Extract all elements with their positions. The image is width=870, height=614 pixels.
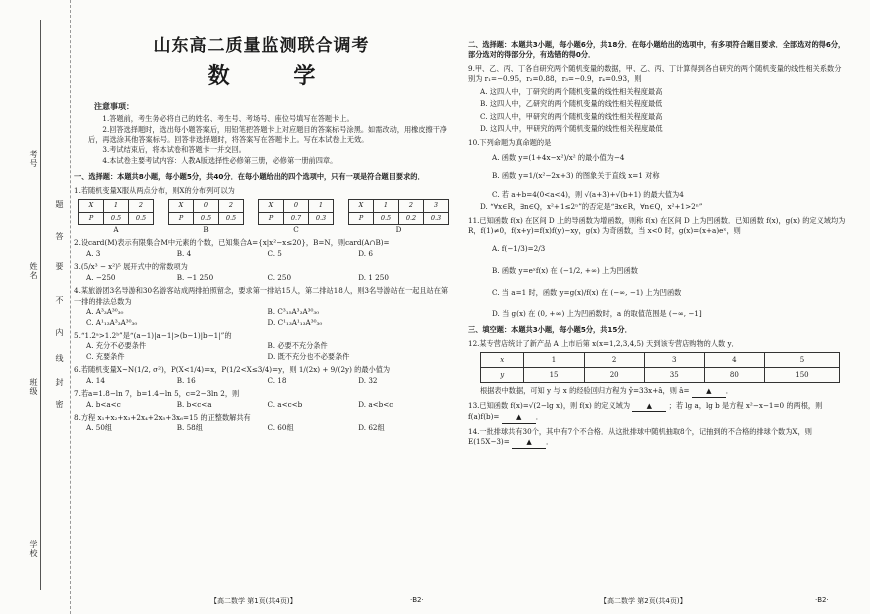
option: B. b<c<a (176, 399, 212, 409)
option: B. 这四人中，乙研究的两个随机变量的线性相关程度最低 (480, 99, 663, 109)
option: B. 函数 y=eˣf(x) 在 (−1/2, +∞) 上为凹函数 (492, 266, 638, 275)
option: B. 16 (176, 375, 196, 385)
q1-option-a (78, 199, 154, 235)
binding-strip (0, 0, 71, 614)
option: A. A³₃A³⁰₃₀ (86, 307, 124, 317)
q12-data-table (480, 352, 840, 383)
label-name: 姓名 (29, 262, 38, 280)
option: D. C¹₁₃A¹₁₃A³⁰₃₀ (267, 317, 323, 327)
seal-char: 不 (55, 296, 64, 305)
notice-heading: 注意事项： (94, 101, 134, 111)
triangle-icon: ▲ (646, 401, 653, 410)
option: A. 14 (86, 375, 105, 385)
option: D. 1 250 (358, 272, 389, 282)
question-10: 10.下列命题为真命题的是 (468, 137, 552, 147)
label-class: 班级 (29, 378, 38, 396)
distribution-table: X 0 1 P 0.7 0.3 (258, 199, 334, 225)
distribution-table: X 0 2 P 0.5 0.5 (168, 199, 244, 225)
question-4: 4.某旅游团3名导游和30名游客站成两排拍照留念，要求第一排站15人，第二排站18人，则3名导游站在一起且站在第一排的排法总数为 (74, 286, 449, 306)
answer-blank (692, 386, 726, 397)
exam-title: 山东高二质量监测联合调考 (153, 36, 370, 56)
option: C. 这四人中，甲研究的两个随机变量的线性相关程度最高 (480, 111, 663, 121)
question-14: 14.一批排球共有30个，其中有7个不合格．从这批排球中随机抽取8个，记抽到的不合格的排球个数为X，则 E(15X−3)= ▲ ． (468, 427, 848, 449)
page-footer-left: 【高二数学 第1页(共4页)】 (210, 597, 297, 605)
option: C. 当 a=1 时，函数 y=g(x)/f(x) 在 (−∞, −1) 上为凹函数 (492, 288, 682, 298)
option: B. 函数 y=1/(x²−2x+3) 的图象关于直线 x=1 对称 (492, 171, 660, 181)
option: A. −250 (86, 272, 116, 282)
option: A. b<a<c (86, 399, 121, 409)
question-6: 6.若随机变量X~N(1/2, σ²)，P(X<1/4)=x，P(1/2<X≤3/4)=y，则 1/(2x) + 9/(2y) 的最小值为 (74, 365, 391, 375)
question-9: 9.甲、乙、丙、丁各自研究两个随机变量的数据，甲、乙、丙、丁计算得到各自研究的两个随机变量的线性相关系数分别为 r₁=−0.95，r₂=0.88，r₃=−0.9，r₄=0.93，则 (468, 63, 842, 84)
seal-char: 要 (55, 262, 64, 271)
q14-text: 14.一批排球共有30个，其中有7个不合格．从这批排球中随机抽取8个，记抽到的不合格的排球个数为X，则 E(15X−3)= (468, 426, 812, 447)
table-cell: 20 (584, 368, 644, 383)
option: B. −1 250 (176, 272, 214, 282)
q8-options (74, 423, 449, 433)
notice-item: 1.答题前，考生务必将自己的姓名、考生号、考场号、座位号填写在答题卡上。 (102, 114, 354, 124)
table-header-cell: x (481, 353, 524, 368)
notice-item: 3.考试结束后，将本试卷和答题卡一并交回。 (102, 145, 246, 155)
table-cell: 150 (764, 368, 839, 383)
table-cell: 35 (644, 368, 704, 383)
option: A. 函数 y=(1+4x−x²)/x² 的最小值为−4 (492, 152, 625, 162)
seal-char: 题 (55, 200, 64, 209)
question-3: 3.(5/x³ − x²)⁵ 展开式中的常数项为 (74, 262, 188, 272)
option: D. 6 (358, 248, 373, 258)
q1-options (78, 199, 449, 235)
option: C. a<c<b (267, 399, 303, 409)
q13-mid: ；若 lg a，lg b 是方程 x²−x−1=0 的两根，则 f(a)f(b)= (468, 400, 823, 422)
option: A. f(−1/3)=2/3 (492, 243, 546, 253)
right-column (468, 0, 848, 449)
distribution-table: X 1 2 3 P 0.5 0.2 0.3 (348, 199, 449, 225)
page-footer-right: 【高二数学 第2页(共4页)】 (600, 597, 687, 605)
seal-char: 封 (55, 378, 64, 387)
notice-list (74, 114, 449, 166)
option-letter: D (395, 225, 402, 235)
option: C. 250 (267, 272, 292, 282)
option: B. C³₁₅A³₃A³⁰₃₀ (267, 307, 320, 317)
triangle-icon: ▲ (526, 438, 532, 447)
option: C. A¹₁₃A³₃A³⁰₃₀ (86, 317, 138, 327)
option: C. 5 (267, 248, 282, 258)
option: D. 这四人中，甲研究的两个随机变量的线性相关程度最低 (480, 124, 663, 134)
option: D. 62组 (358, 423, 385, 433)
option: A. 这四人中，丁研究的两个随机变量的线性相关程度最高 (480, 86, 663, 96)
option-letter: C (293, 225, 299, 235)
table-cell: 80 (704, 368, 764, 383)
question-11: 11.已知函数 f(x) 在区间 D 上的导函数为增函数，则称 f(x) 在区间 D 上为凹函数．已知函数 f(x)，g(x) 的定义域均为 R，f(1)≠0，f(x+y)=f(x)f(y)−xy，g(x) 为奇函数，当 x<0 时，g(x)=(x+a)eˣ，则 (468, 215, 846, 236)
option: B. 58组 (176, 423, 203, 433)
page-code-left: ·B2· (410, 596, 424, 604)
table-cell: 1 (524, 353, 584, 368)
q2-options (74, 249, 449, 259)
option: C. 若 a+b=4(0<a<4)，则 √(a+3)+√(b+1) 的最大值为4 (492, 189, 684, 199)
option: A. 3 (86, 248, 101, 258)
option: D. 既不充分也不必要条件 (267, 351, 350, 361)
answer-blank (502, 412, 536, 423)
option-letter: A (113, 225, 119, 235)
seal-char: 线 (55, 354, 64, 363)
q5-options (74, 341, 449, 362)
section-heading: 三、填空题：本题共3小题，每小题5分，共15分． (468, 325, 632, 335)
table-header-cell: y (481, 368, 524, 383)
question-13: 13.已知函数 f(x)=√(2−lg x)，则 f(x) 的定义域为 ▲ ；若 lg a，lg b 是方程 x²−x−1=0 的两根，则 f(a)f(b)= ▲ ． (468, 401, 848, 424)
table-cell: 5 (764, 353, 839, 368)
q7-options (74, 400, 449, 410)
q13-text: 13.已知函数 f(x)=√(2−lg x)，则 f(x) 的定义域为 (468, 400, 631, 410)
option: A. 50组 (86, 423, 113, 433)
option: D. 32 (358, 375, 378, 385)
option: C. 60组 (267, 423, 294, 433)
question-2: 2.设card(M)表示有限集合M中元素的个数，已知集合A={x|x²−x≤20}，B=N，则card(A∩B)= (74, 238, 390, 248)
q1-option-b (168, 199, 244, 235)
option: C. 充要条件 (86, 351, 125, 361)
triangle-icon: ▲ (706, 387, 712, 396)
q1-option-d (348, 199, 449, 235)
option: B. 4 (176, 248, 192, 258)
table-cell: 3 (644, 353, 704, 368)
table-cell: 2 (584, 353, 644, 368)
section-heading: 一、选择题：本题共8小题，每小题5分，共40分．在每小题给出的四个选项中，只有一项是符合题目要求的． (74, 172, 425, 182)
q6-options (74, 376, 449, 386)
notice-item: 2.回答选择题时，选出每小题答案后，用铅笔把答题卡上对应题目的答案标号涂黑。如需改动，用橡皮擦干净后，再选涂其他答案标号。回答非选择题时，将答案写在答题卡上。写在本试卷上无效。 (88, 124, 448, 144)
q4-options (74, 307, 449, 328)
option: A. 充分不必要条件 (86, 341, 147, 351)
q12-tail: 根据表中数据，可知 y 与 x 的经验回归方程为 ŷ=33x+â，则 â= ▲ ． (468, 386, 848, 397)
option: B. 必要不充分条件 (267, 341, 328, 351)
distribution-table: X 1 2 P 0.5 0.5 (78, 199, 154, 225)
notice-item: 4.本试卷主要考试内容：人教A版选择性必修第三册，必修第一册前四章。 (102, 155, 338, 165)
answer-blank (632, 401, 666, 412)
answer-blank (512, 437, 546, 448)
page-code-right: ·B2· (815, 596, 829, 604)
question-12: 12.某专营店统计了新产品 A 上市后第 x(x=1,2,3,4,5) 天到该专营店购物的人数 y． (468, 338, 739, 348)
table-cell: 4 (704, 353, 764, 368)
seal-char: 内 (55, 328, 64, 337)
q1-option-c (258, 199, 334, 235)
option: D. “∀x∈R，∃n∈Q，x²+1≤2ⁿ”的否定是“∃x∈R，∀n∈Q，x²+1>2ⁿ” (480, 202, 703, 212)
question-5: 5.“1.2ᵃ>1.2ᵇ”是“(a−1)|a−1|>(b−1)|b−1|”的 (74, 330, 232, 340)
option: C. 18 (267, 375, 287, 385)
q12-tail-text: 根据表中数据，可知 y 与 x 的经验回归方程为 ŷ=33x+â，则 â= (480, 386, 690, 396)
label-exam-number: 考号 (29, 150, 38, 168)
option: D. 当 g(x) 在 (0, +∞) 上为凹函数时，a 的取值范围是 (−∞, −1] (492, 308, 702, 318)
question-1: 1.若随机变量X服从两点分布，则X的分布列可以为 (74, 185, 235, 195)
question-7: 7.若a=1.8−ln 7，b=1.4−ln 5，c=2−3ln 2，则 (74, 389, 240, 399)
question-8: 8.方程 x₁+x₂+x₃+2x₄+2x₅+3x₆=15 的正整数解共有 (74, 413, 251, 423)
seal-char: 答 (55, 232, 64, 241)
subject-title: 数 学 (207, 63, 344, 89)
option-letter: B (203, 225, 209, 235)
option: D. a<b<c (358, 399, 394, 409)
seal-char: 密 (55, 400, 64, 409)
q3-options (74, 273, 449, 283)
left-column (74, 0, 449, 434)
section-heading: 二、选择题：本题共3小题，每小题6分，共18分．在每小题给出的选项中，有多项符合题目要求．全部选对的得6分，部分选对的得部分分，有选错的得0分． (468, 40, 846, 60)
table-cell: 15 (524, 368, 584, 383)
binding-line (40, 20, 41, 590)
triangle-icon: ▲ (516, 413, 522, 422)
label-school: 学校 (29, 540, 38, 558)
